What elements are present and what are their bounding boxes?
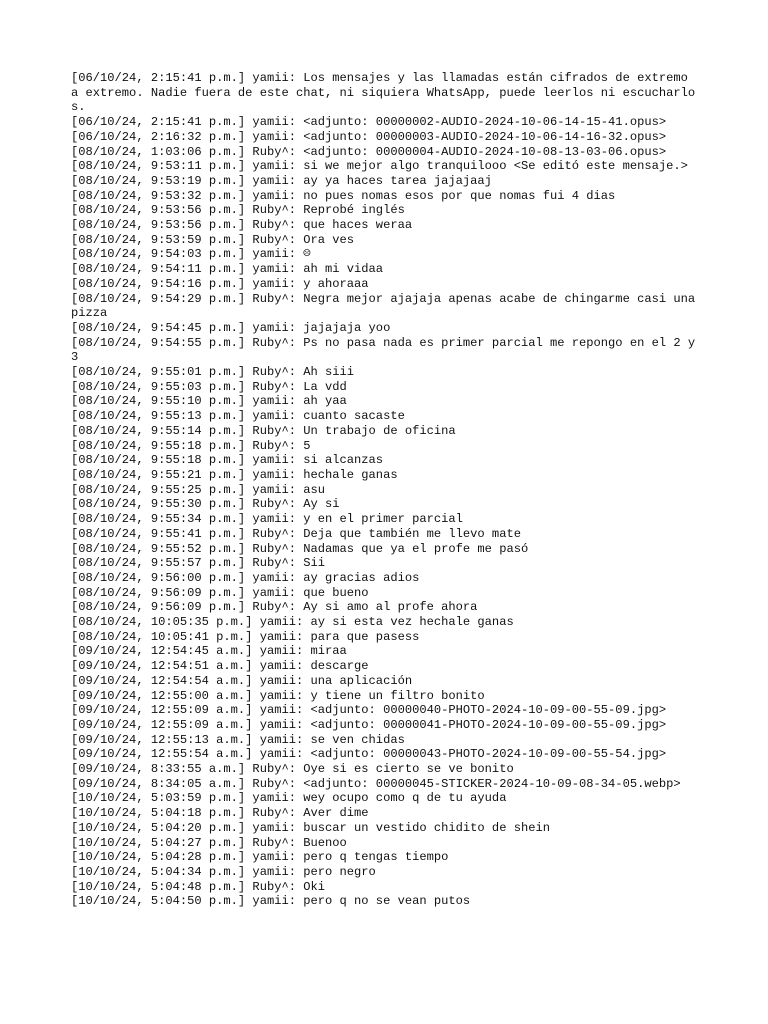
chat-message-line: [10/10/24, 5:04:27 p.m.] Ruby^: Buenoo	[71, 835, 347, 850]
chat-message-line: [09/10/24, 8:34:05 a.m.] Ruby^: <adjunto: 00000045-STICKER-2024-10-09-08-34-05.webp>	[71, 776, 681, 791]
chat-message-line: [10/10/24, 5:04:48 p.m.] Ruby^: Oki	[71, 879, 326, 894]
chat-message-line: [08/10/24, 9:54:16 p.m.] yamii: y ahoraaa	[71, 276, 369, 291]
chat-message-line: [06/10/24, 2:15:41 p.m.] yamii: <adjunto: 00000002-AUDIO-2024-10-06-14-15-41.opus>	[71, 115, 667, 130]
chat-message-line: [08/10/24, 9:53:11 p.m.] yamii: si we mejor algo tranquilooo <Se editó este mensaje.>	[71, 159, 688, 174]
chat-message-line: [08/10/24, 10:05:41 p.m.] yamii: para que pasess	[71, 629, 420, 644]
chat-message-line: [09/10/24, 12:54:51 a.m.] yamii: descarge	[71, 659, 369, 674]
chat-message-line: [08/10/24, 9:54:03 p.m.] yamii: ☹	[71, 247, 311, 262]
chat-message-line: [08/10/24, 9:55:03 p.m.] Ruby^: La vdd	[71, 379, 347, 394]
chat-message-line: [08/10/24, 9:56:09 p.m.] yamii: que bueno	[71, 585, 369, 600]
chat-message-line: [10/10/24, 5:04:50 p.m.] yamii: pero q no se vean putos	[71, 894, 471, 909]
chat-transcript	[71, 71, 701, 909]
chat-message-line: [09/10/24, 8:33:55 a.m.] Ruby^: Oye si es cierto se ve bonito	[71, 762, 514, 777]
chat-message-line: [09/10/24, 12:55:09 a.m.] yamii: <adjunto: 00000041-PHOTO-2024-10-09-00-55-09.jpg>	[71, 717, 667, 732]
chat-message-line: [08/10/24, 9:55:13 p.m.] yamii: cuanto sacaste	[71, 409, 405, 424]
chat-message-line: [08/10/24, 9:55:21 p.m.] yamii: hechale ganas	[71, 467, 398, 482]
chat-message-line: [08/10/24, 9:54:29 p.m.] Ruby^: Negra mejor ajajaja apenas acabe de chingarme casi una pizza	[71, 291, 703, 321]
chat-message-line: [10/10/24, 5:04:20 p.m.] yamii: buscar un vestido chidito de shein	[71, 820, 550, 835]
chat-message-line: [06/10/24, 2:16:32 p.m.] yamii: <adjunto: 00000003-AUDIO-2024-10-06-14-16-32.opus>	[71, 129, 667, 144]
chat-message-line: [08/10/24, 9:55:57 p.m.] Ruby^: Sii	[71, 556, 326, 571]
chat-message-line: [08/10/24, 9:54:45 p.m.] yamii: jajajaja yoo	[71, 320, 391, 335]
chat-message-line: [10/10/24, 5:03:59 p.m.] yamii: wey ocupo como q de tu ayuda	[71, 791, 507, 806]
chat-message-line: [09/10/24, 12:54:54 a.m.] yamii: una aplicación	[71, 673, 413, 688]
chat-message-line: [08/10/24, 9:55:18 p.m.] Ruby^: 5	[71, 438, 311, 453]
chat-message-line: [09/10/24, 12:55:00 a.m.] yamii: y tiene un filtro bonito	[71, 688, 485, 703]
chat-message-line: [08/10/24, 9:55:10 p.m.] yamii: ah yaa	[71, 394, 347, 409]
chat-message-line: [06/10/24, 2:15:41 p.m.] yamii: Los mensajes y las llamadas están cifrados de extremo a extremo. Nadie fuera de este chat, ni siquiera WhatsApp, puede leerlos ni escucharlos.	[71, 71, 696, 115]
chat-message-line: [10/10/24, 5:04:28 p.m.] yamii: pero q tengas tiempo	[71, 850, 449, 865]
chat-message-line: [08/10/24, 9:55:01 p.m.] Ruby^: Ah siii	[71, 365, 355, 380]
chat-message-line: [08/10/24, 9:55:14 p.m.] Ruby^: Un trabajo de oficina	[71, 423, 456, 438]
chat-message-line: [08/10/24, 9:55:52 p.m.] Ruby^: Nadamas que ya el profe me pasó	[71, 541, 529, 556]
chat-message-line: [08/10/24, 9:55:18 p.m.] yamii: si alcanzas	[71, 453, 384, 468]
chat-message-line: [10/10/24, 5:04:18 p.m.] Ruby^: Aver dime	[71, 806, 369, 821]
chat-message-line: [09/10/24, 12:55:09 a.m.] yamii: <adjunto: 00000040-PHOTO-2024-10-09-00-55-09.jpg>	[71, 703, 667, 718]
chat-message-line: [08/10/24, 9:56:00 p.m.] yamii: ay gracias adios	[71, 570, 420, 585]
chat-message-line: [08/10/24, 9:53:56 p.m.] Ruby^: Reprobé inglés	[71, 203, 405, 218]
chat-message-line: [08/10/24, 9:55:41 p.m.] Ruby^: Deja que también me llevo mate	[71, 526, 521, 541]
chat-message-line: [08/10/24, 9:54:55 p.m.] Ruby^: Ps no pasa nada es primer parcial me repongo en el 2 y 3	[71, 335, 703, 365]
chat-message-line: [08/10/24, 9:54:11 p.m.] yamii: ah mi vidaa	[71, 262, 384, 277]
chat-message-line: [08/10/24, 9:53:19 p.m.] yamii: ay ya haces tarea jajajaaj	[71, 173, 492, 188]
chat-message-line: [08/10/24, 9:53:32 p.m.] yamii: no pues nomas esos por que nomas fui 4 dias	[71, 188, 616, 203]
chat-message-line: [09/10/24, 12:55:54 a.m.] yamii: <adjunto: 00000043-PHOTO-2024-10-09-00-55-54.jpg>	[71, 747, 667, 762]
chat-message-line: [08/10/24, 9:55:25 p.m.] yamii: asu	[71, 482, 326, 497]
chat-message-line: [08/10/24, 9:55:30 p.m.] Ruby^: Ay si	[71, 497, 340, 512]
chat-message-line: [08/10/24, 9:56:09 p.m.] Ruby^: Ay si amo al profe ahora	[71, 600, 478, 615]
chat-message-line: [08/10/24, 9:55:34 p.m.] yamii: y en el primer parcial	[71, 512, 463, 527]
chat-message-line: [08/10/24, 9:53:59 p.m.] Ruby^: Ora ves	[71, 232, 355, 247]
chat-message-line: [09/10/24, 12:54:45 a.m.] yamii: miraa	[71, 644, 347, 659]
chat-message-line: [08/10/24, 1:03:06 p.m.] Ruby^: <adjunto: 00000004-AUDIO-2024-10-08-13-03-06.opus>	[71, 144, 667, 159]
chat-message-line: [09/10/24, 12:55:13 a.m.] yamii: se ven chidas	[71, 732, 405, 747]
chat-message-line: [08/10/24, 10:05:35 p.m.] yamii: ay si esta vez hechale ganas	[71, 615, 514, 630]
chat-message-line: [08/10/24, 9:53:56 p.m.] Ruby^: que haces weraa	[71, 218, 413, 233]
chat-message-line: [10/10/24, 5:04:34 p.m.] yamii: pero negro	[71, 864, 376, 879]
